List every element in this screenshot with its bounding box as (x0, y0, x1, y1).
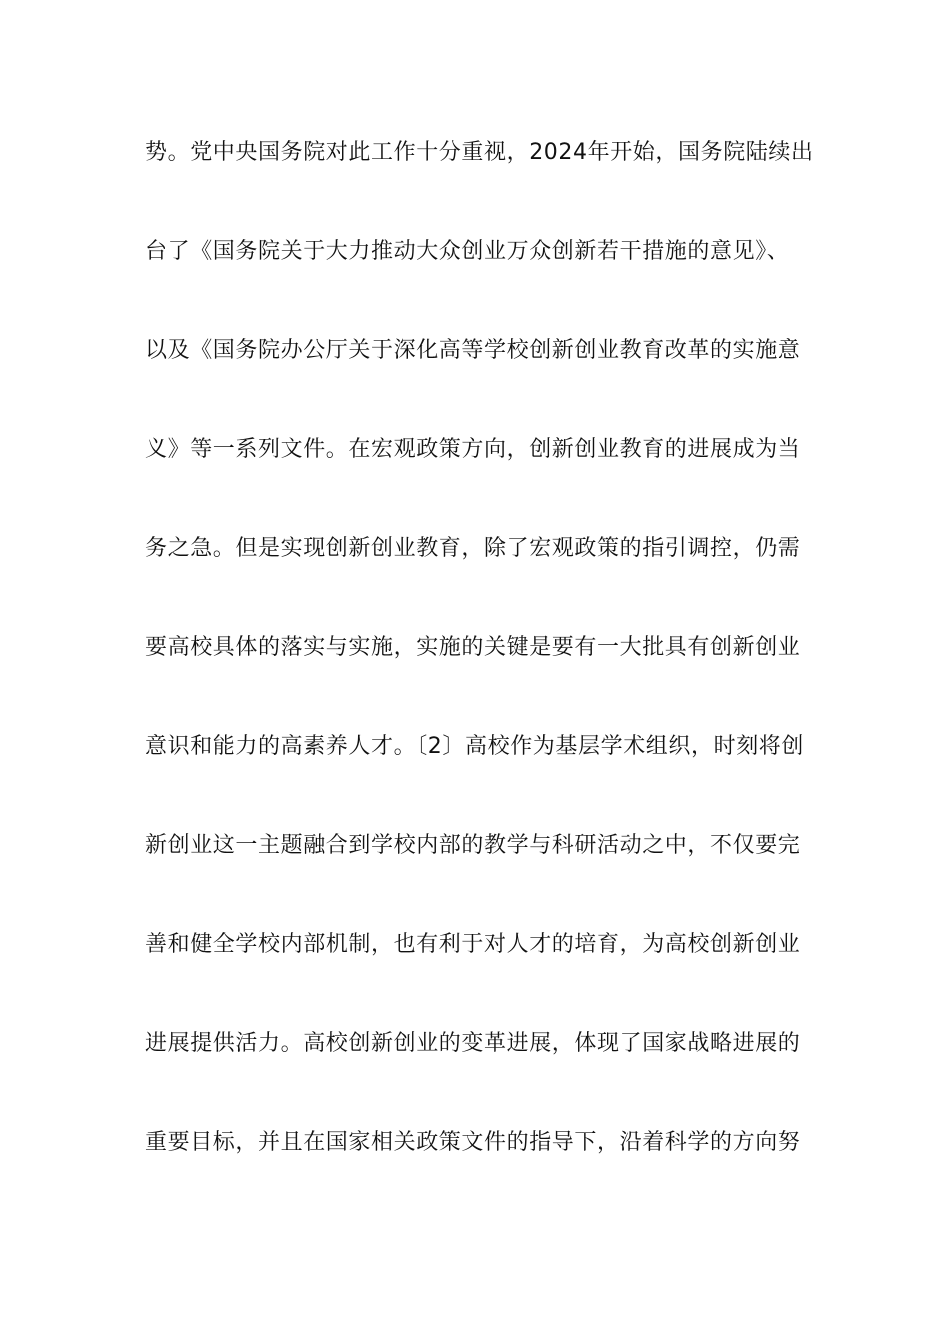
text-line: 进展提供活力。高校创新创业的变革进展，体现了国家战略进展的 (145, 1031, 801, 1056)
text-line: 台了《国务院关于大力推动大众创业万众创新若干措施的意见》、 (145, 239, 790, 264)
text-line: 要高校具体的落实与实施，实施的关键是要有一大批具有创新创业 (145, 635, 801, 660)
text-line: 以及《国务院办公厅关于深化高等学校创新创业教育改革的实施意 (145, 338, 801, 363)
text-line: 务之急。但是实现创新创业教育，除了宏观政策的指引调控，仍需 (145, 536, 801, 561)
text-line: 重要目标，并且在国家相关政策文件的指导下，沿着科学的方向努 (145, 1130, 801, 1155)
text-line: 新创业这一主题融合到学校内部的教学与科研活动之中，不仅要完 (145, 833, 801, 858)
text-line: 义》等一系列文件。在宏观政策方向，创新创业教育的进展成为当 (145, 437, 801, 462)
text-line: 意识和能力的高素养人才。〔2〕高校作为基层学术组织，时刻将创 (145, 734, 804, 759)
text-line: 势。党中央国务院对此工作十分重视，2024年开始，国务院陆续出 (145, 140, 814, 165)
text-line: 善和健全学校内部机制，也有利于对人才的培育，为高校创新创业 (145, 932, 801, 957)
